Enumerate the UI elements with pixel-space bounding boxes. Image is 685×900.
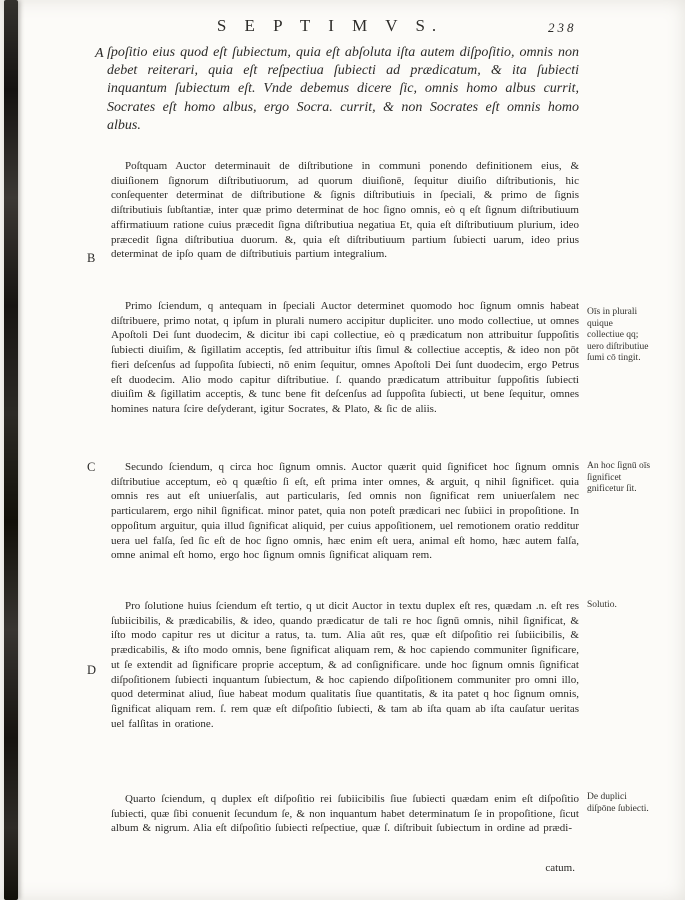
paragraph: Quarto ſciendum, q duplex eſt diſpoſitio rei ſubiicibilis ſiue ſubiecti quædam enim eſt diſpoſitio ſubiecti, quæ ſibi conuenit ſecundum ſe, & non inquantum habet determinatum ſe in propoſitione, ſicut album & nigrum. Alia eſt diſpoſitio ſubiecti reſpectiue, quæ ſ. diſtribuit ſubiectum in ordine ad prædi-	[111, 793, 579, 835]
paragraph: Pro ſolutione huius ſciendum eſt tertio, q ut dicit Auctor in textu duplex eſt res, quædam .n. eſt res ſubiicibilis, & prædicabilis, & ideo, quando prædicatur de tali re hoc ſignū omnis, nihil ſignificat, & iſto modo capitur res ut dicitur a ratus, ta. tum. Alia aūt res, quæ eſt diſpoſitio rei ſubiicibilis, & prædicabilis, & iſto modo omnis, bene ſignificat aliquam rem, & hoc capiendo communiter ſignificare, ut ſe extendit ad ſignificare proprie acceptum, & ad conſignificare. unde hoc ſignum omnis ſignificat diſpoſitionem ſubiecti inquantum ſubiectum, & hoc capiendo diſpoſitionem communiter pro omni illo, quod determinat aliud, ſiue habeat modum qualitatis ſiue quantitatis, & ita patet q hoc ſignum omnis, ſignificat aliquam rem. ſ. rem quæ eſt diſpoſitio ſubiecti, & tam ab iſta quam ab iſta cauſatur ueritas uel falſitas in oratione.	[111, 600, 579, 730]
binding-shadow	[4, 0, 18, 900]
marginal-note: Solutio.	[587, 600, 617, 610]
margin-letter-b: B	[87, 251, 96, 265]
catchword: catum.	[545, 862, 575, 874]
margin-letter-c: C	[87, 460, 96, 474]
marginal-note: An hoc ſignū oīs ſignificet gnificetur ſit.	[587, 461, 651, 495]
marginal-note: De duplici diſpōne ſubiecti.	[587, 792, 649, 814]
marginal-note: Oīs in plurali quique collectiue qq; uero diſtributiue ſumi cō tingit.	[587, 307, 649, 364]
paragraph: Primo ſciendum, q antequam in ſpeciali Auctor determinet quomodo hoc ſignum omnis habeat diſtribuere, primo notat, q ipſum in plurali numero accipitur dupliciter. uno modo collectiue, ut omnes Apoſtoli Dei ſunt duodecim, & dicitur ibi capi collectiue, eò q prædicatum non attribuitur ſuppoſitis ſubiecti diuiſim, & ſigillatim acceptis, ſed attribuitur iſtis ſimul & collectiue acceptis, & ideo non pōt fieri deſcenſus ad ſuppoſita ſubiecti, nō enim ſequitur, omnes Apoſtoli Dei ſunt duodecim, ergo Petrus eſt duodecim. Alio modo capitur diſtributiue. ſ. quando prædicatum attribuitur ſuppoſitis ſubiecti diuiſim & ſigillatim acceptis, & tunc bene fit deſcenſus ad ſuppoſita ſubiecti, ut bene ſequitur, omnes homines natura ſcire deſyderant, igitur Socrates, & Plato, & ſic de aliis.	[111, 300, 579, 415]
running-title: S E P T I M V S.	[216, 16, 444, 35]
paragraph: Secundo ſciendum, q circa hoc ſignum omnis. Auctor quærit quid ſignificet hoc ſignum omnis diſtributiue acceptum, eò q quæſtio ſi eſt, eſt prima inter omnes, & arguit, q nihil ſignificet. quia omnis res aut eſt uniuerſalis, aut particularis, ſed omnis non ſignificat rem uniuerſalem nec particularem, ergo nihil ſignificat. minor patet, quia non poteſt prædicari nec ſubiici in propoſitione. In oppoſitum arguitur, quia illud ſignificat aliquid, per cuius appoſitionem, uel remotionem oratio redditur uera uel falſa, ſed ſic eſt de hoc ſigno omnis, hæc enim eſt uera, animal eſt homo, hæc autem falſa, omne animal eſt homo, ergo hoc ſignum omnis ſignificat aliquam rem.	[111, 461, 579, 562]
paragraph: Poſtquam Auctor determinauit de diſtributione in communi ponendo definitionem eius, & diuiſionem ſignorum diſtributiuorum, ad quorum diuiſionē, ſequitur diuiſio diſtributionis, hic conſequenter determinat de diſtributione & ſignis diſtributiuis in ſpeciali, & primo de ſignis diſtributiuis ſubſtantiæ, inter quæ primo determinat de hoc ſigno omnis, eò q eſt ſignum diſtributiuum affirmatiuum ratione cuius præcedit ſigna diſtributiua negatiua Et, quia eſt diſtributiuum plurium, ideo præcedit ſigna diſtributiua duorum. &, quia eſt diſtributiuum partium ſubiecti uarum, ideo prius determinat de ipſo quam de diſtributiuis partium integralium.	[111, 160, 579, 261]
margin-letter-a: A	[95, 46, 104, 61]
page-number: 238	[548, 20, 577, 35]
paragraph-intro: ſpoſitio eius quod eſt ſubiectum, quia eſt abſoluta iſta autem diſpoſitio, omnis non debet reiterari, quia eſt reſpectiua ſubiecti ad prædicatum, & ita ſubiecti inquantum ſubiectum eſt. Vnde debemus dicere ſic, omnis homo albus currit, Socrates eſt homo albus, ergo Socra. currit, & non Socrates eſt omnis homo albus.	[107, 45, 579, 133]
margin-letter-d: D	[87, 663, 97, 677]
